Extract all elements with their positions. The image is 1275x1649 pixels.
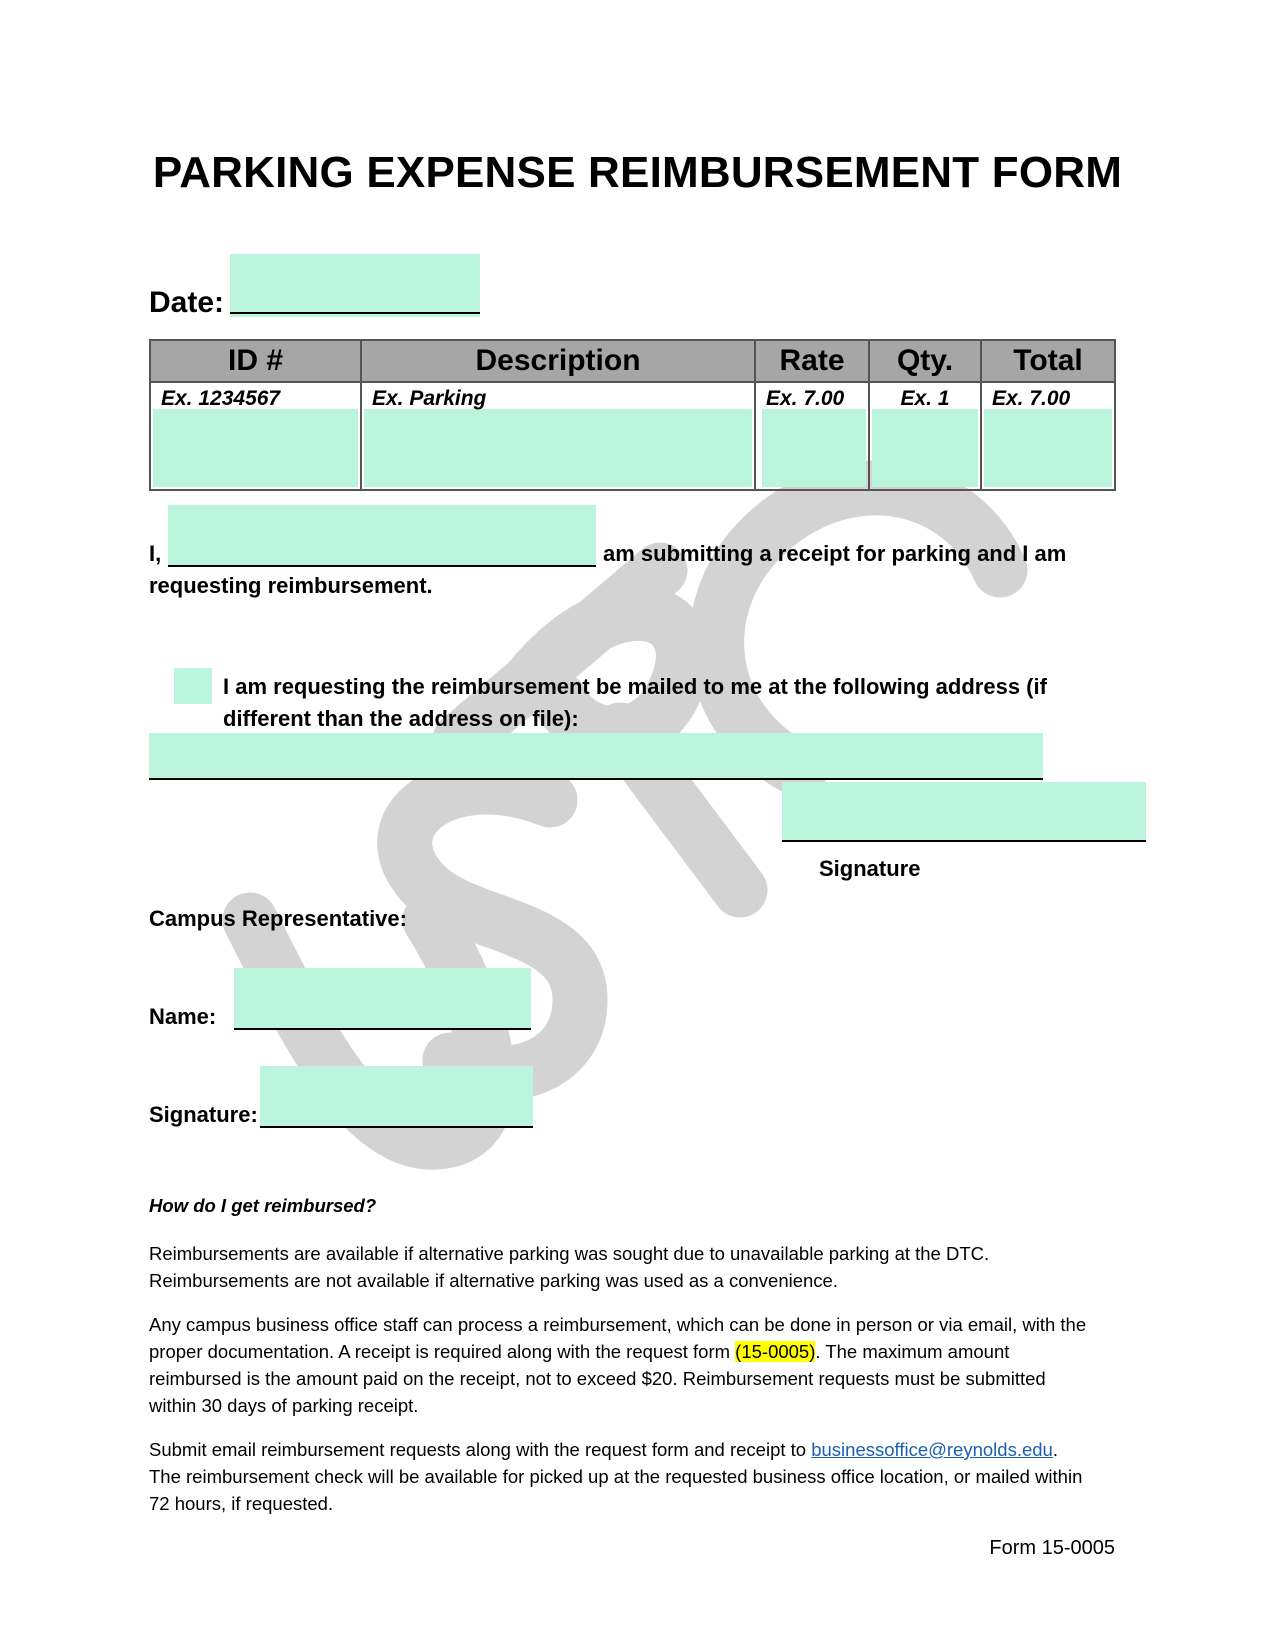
- date-field[interactable]: [230, 254, 480, 317]
- info-heading: How do I get reimbursed?: [149, 1195, 377, 1216]
- id-example: Ex. 1234567: [161, 387, 281, 410]
- info-p1-line2: Reimbursements are not available if alternative parking was used as a convenience.: [149, 1270, 838, 1291]
- info-p2-line4: within 30 days of parking receipt.: [149, 1395, 419, 1416]
- table-row: [150, 382, 1115, 490]
- date-label: Date:: [149, 286, 225, 319]
- name-underline: [168, 565, 596, 567]
- total-example: Ex. 7.00: [992, 387, 1071, 410]
- statement-suffix: am submitting a receipt for parking and I am: [603, 541, 1067, 566]
- qty-example: Ex. 1: [900, 387, 950, 410]
- name-field[interactable]: [168, 505, 596, 567]
- info-paragraph-3: [149, 1436, 1134, 1517]
- campus-rep-heading: Campus Representative:: [149, 906, 407, 931]
- id-cell: [150, 382, 361, 490]
- rate-cell: [755, 382, 869, 490]
- description-example: Ex. Parking: [372, 387, 487, 410]
- info-p2-line1: Any campus business office staff can process a reimbursement, which can be done in person or via email, with the: [149, 1314, 1087, 1335]
- form-title: PARKING EXPENSE REIMBURSEMENT FORM: [152, 148, 1123, 197]
- expense-table: [149, 339, 1116, 491]
- rep-signature-field[interactable]: [260, 1066, 533, 1128]
- col-header-total: Total: [981, 340, 1115, 382]
- table-header-row: [150, 340, 1115, 382]
- info-p3-line1: [149, 1436, 1134, 1463]
- business-office-email-link[interactable]: businessoffice@reynolds.edu: [811, 1439, 1053, 1460]
- rep-name-field[interactable]: [234, 968, 531, 1030]
- info-paragraph-2: [149, 1311, 1134, 1419]
- col-header-description: Description: [361, 340, 755, 382]
- info-p3-line1-b: .: [1052, 1439, 1058, 1460]
- info-paragraph-1: [149, 1240, 1134, 1294]
- address-field[interactable]: [149, 733, 1043, 780]
- rep-name-underline: [234, 1028, 531, 1030]
- signature-field[interactable]: [782, 782, 1146, 841]
- form-number-highlight: (15-0005): [735, 1341, 816, 1362]
- form-number-footer: Form 15-0005: [989, 1537, 1115, 1559]
- rep-name-label: Name:: [149, 1004, 217, 1029]
- col-header-qty: Qty.: [869, 340, 981, 382]
- rate-example: Ex. 7.00: [766, 387, 845, 410]
- statement-prefix: I,: [149, 541, 162, 566]
- mail-option-line2: different than the address on file):: [223, 706, 579, 731]
- info-p2-line3: reimbursed is the amount paid on the receipt, not to exceed $20. Reimbursement requests must be submitted: [149, 1368, 1046, 1389]
- info-p3-line1-a: Submit email reimbursement requests along with the request form and receipt to: [149, 1439, 812, 1460]
- col-header-id: ID #: [150, 340, 361, 382]
- mail-checkbox[interactable]: [174, 668, 212, 704]
- signature-label: Signature: [819, 856, 921, 881]
- info-p1-line1: Reimbursements are available if alternative parking was sought due to unavailable parking at the DTC.: [149, 1243, 990, 1264]
- qty-field[interactable]: [872, 409, 978, 487]
- total-cell: [981, 382, 1115, 490]
- id-field[interactable]: [153, 409, 358, 487]
- info-p2-line2: [149, 1338, 1134, 1365]
- rep-signature-underline: [260, 1126, 533, 1128]
- mail-option-line1: I am requesting the reimbursement be mailed to me at the following address (if: [223, 674, 1047, 699]
- col-header-rate: Rate: [755, 340, 869, 382]
- description-field[interactable]: [364, 409, 752, 487]
- date-underline: [230, 312, 480, 314]
- address-underline: [149, 778, 1043, 780]
- info-p3-line2: The reimbursement check will be available for picked up at the requested business office location, or mailed within: [149, 1466, 1083, 1487]
- rep-signature-label: Signature:: [149, 1102, 258, 1127]
- statement-line2: requesting reimbursement.: [149, 573, 433, 598]
- info-p2-line2-a: proper documentation. A receipt is required along with the request form: [149, 1341, 736, 1362]
- info-p2-line2-b: . The maximum amount: [815, 1341, 1010, 1362]
- qty-cell: [869, 382, 981, 490]
- description-cell: [361, 382, 755, 490]
- rate-field[interactable]: [762, 409, 866, 487]
- signature-underline: [782, 840, 1146, 842]
- info-p3-line3: 72 hours, if requested.: [149, 1493, 334, 1514]
- total-field[interactable]: [984, 409, 1112, 487]
